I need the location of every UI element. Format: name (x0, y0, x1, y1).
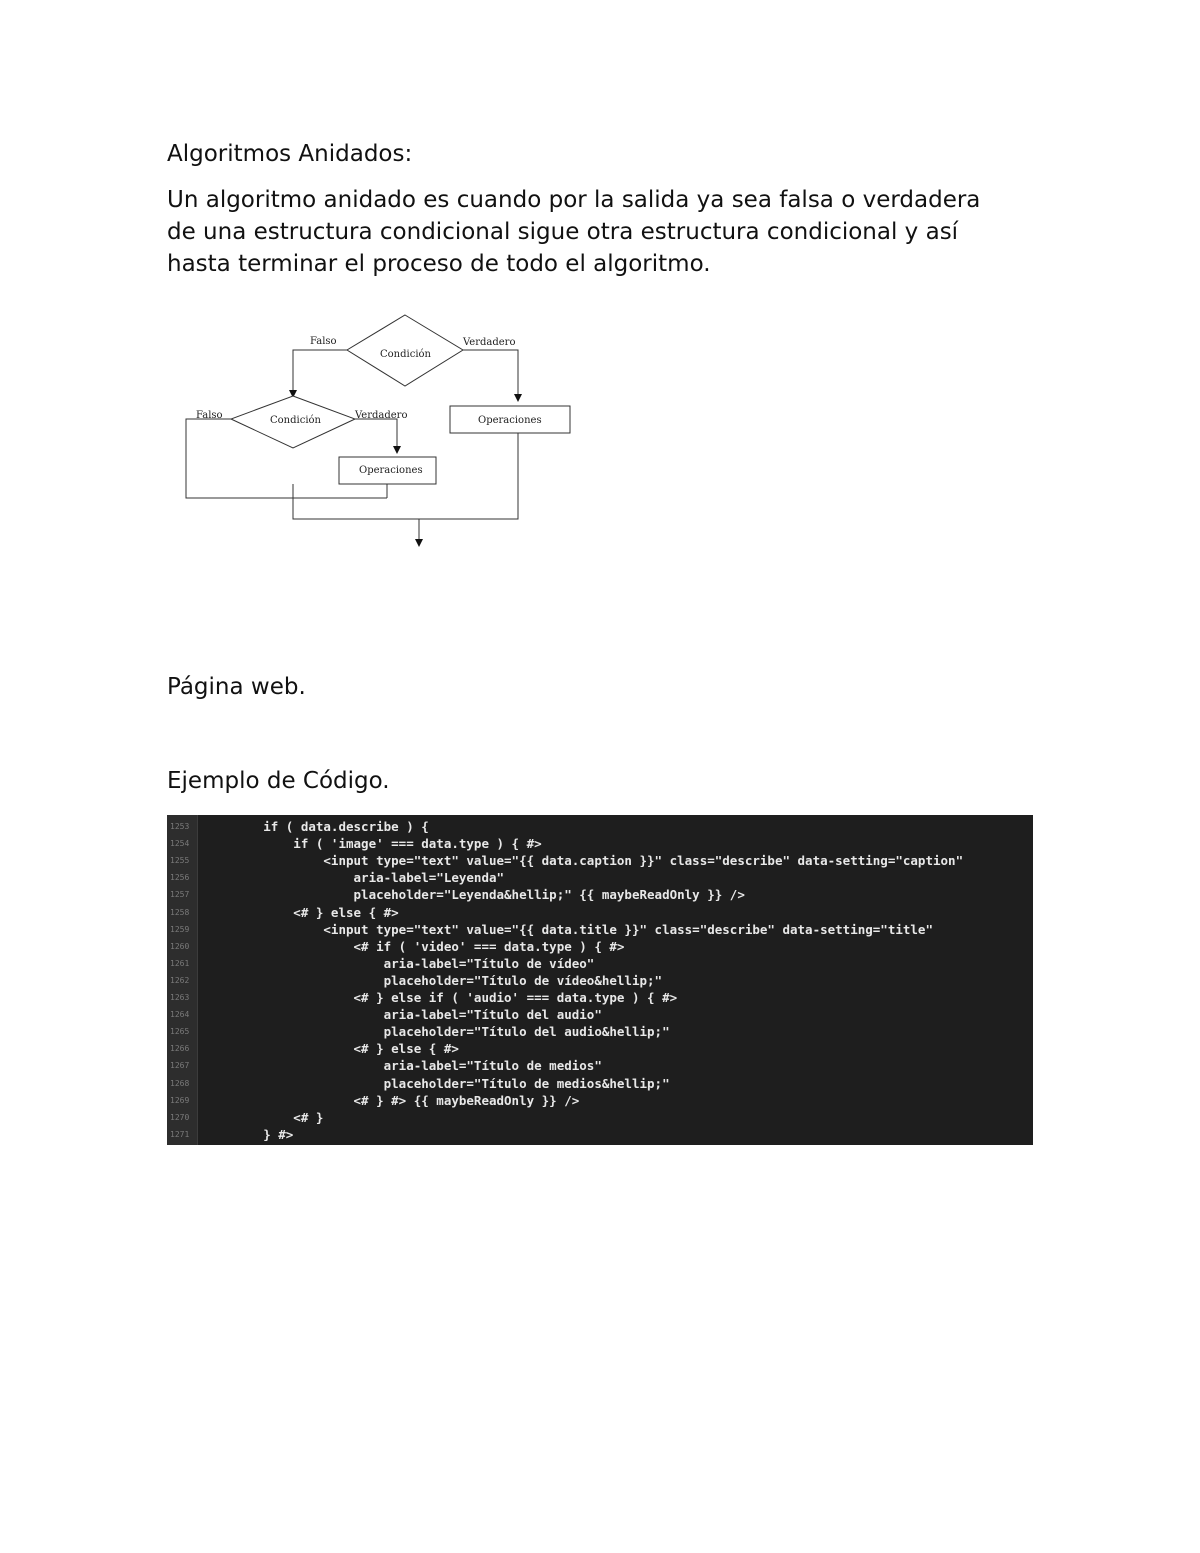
inner-false-label: Falso (196, 410, 223, 421)
code-line (167, 886, 1033, 903)
line-number: 1271 (170, 1129, 190, 1139)
code-text: <# } else if ( 'audio' === data.type ) { #> (203, 990, 678, 1005)
code-text: placeholder="Leyenda&hellip;" {{ maybeReadOnly }} /> (203, 887, 745, 903)
web-page-label: Página web. (167, 674, 306, 700)
paragraph-line: Un algoritmo anidado es cuando por la salida ya sea falsa o verdadera (167, 187, 981, 213)
inner-condition-label: Condición (270, 415, 321, 426)
top-true-label: Verdadero (463, 337, 516, 348)
code-line (167, 921, 1033, 938)
code-text: placeholder="Título de vídeo&hellip;" (203, 972, 663, 988)
top-false-connector (293, 350, 347, 394)
code-line (167, 1075, 1033, 1092)
line-number: 1265 (170, 1027, 190, 1037)
section-title: Algoritmos Anidados: (167, 141, 413, 167)
operations-right-label: Operaciones (478, 415, 542, 426)
code-line (167, 938, 1033, 955)
nested-algorithm-flowchart (175, 308, 585, 553)
code-text: <input type="text" value="{{ data.title }}" class="describe" data-setting="title" (203, 921, 933, 937)
code-line (167, 972, 1033, 989)
line-number: 1266 (170, 1044, 190, 1054)
code-line (167, 989, 1033, 1006)
code-text: placeholder="Título de medios&hellip;" (203, 1075, 670, 1091)
line-number: 1267 (170, 1061, 190, 1071)
code-line (167, 1057, 1033, 1074)
code-example-label: Ejemplo de Código. (167, 768, 390, 794)
top-condition-label: Condición (380, 349, 431, 360)
line-number: 1258 (170, 907, 190, 917)
code-line (167, 818, 1033, 835)
line-number: 1264 (170, 1010, 190, 1020)
top-true-connector (463, 350, 518, 398)
line-number: 1255 (170, 856, 190, 866)
code-line (167, 869, 1033, 886)
code-text: <input type="text" value="{{ data.caption }}" class="describe" data-setting="caption" (203, 853, 964, 869)
code-text: placeholder="Título del audio&hellip;" (203, 1024, 670, 1040)
code-line (167, 1126, 1033, 1143)
code-text: <# } else { #> (203, 904, 399, 920)
code-text: aria-label="Título de medios" (203, 1058, 602, 1074)
code-text: <# } (203, 1109, 324, 1125)
code-line (167, 1109, 1033, 1126)
line-number: 1256 (170, 873, 190, 883)
code-text: } #> (203, 1126, 294, 1142)
inner-true-connector (355, 419, 397, 450)
code-line (167, 904, 1033, 921)
code-text: if ( data.describe ) { (203, 819, 429, 834)
code-screenshot (167, 815, 1033, 1145)
intro-paragraph (167, 184, 1017, 280)
code-line (167, 835, 1033, 852)
line-number: 1257 (170, 890, 190, 900)
code-line (167, 1092, 1033, 1109)
line-number: 1262 (170, 975, 190, 985)
code-line (167, 1040, 1033, 1057)
line-number: 1254 (170, 839, 190, 849)
paragraph-line: hasta terminar el proceso de todo el algoritmo. (167, 251, 711, 277)
line-number: 1270 (170, 1112, 190, 1122)
code-text: <# } else { #> (203, 1041, 459, 1057)
code-text: <# } #> {{ maybeReadOnly }} /> (203, 1092, 580, 1108)
code-line (167, 852, 1033, 869)
top-false-label: Falso (310, 336, 337, 347)
code-line (167, 1006, 1033, 1023)
line-number: 1263 (170, 993, 190, 1002)
code-text: <# if ( 'video' === data.type ) { #> (203, 938, 625, 954)
code-line (167, 955, 1033, 972)
inner-true-label: Verdadero (355, 410, 408, 421)
line-number: 1261 (170, 958, 190, 968)
line-number: 1253 (170, 822, 190, 831)
code-line (167, 1023, 1033, 1040)
line-number: 1268 (170, 1078, 190, 1088)
code-text: aria-label="Título del audio" (203, 1007, 602, 1023)
line-number: 1269 (170, 1095, 190, 1105)
code-text: aria-label="Leyenda" (203, 870, 505, 886)
line-number: 1260 (170, 941, 190, 951)
code-text: if ( 'image' === data.type ) { #> (203, 836, 542, 852)
operations-inner-label: Operaciones (359, 465, 423, 476)
line-number: 1259 (170, 924, 190, 934)
paragraph-line: de una estructura condicional sigue otra estructura condicional y así (167, 219, 959, 245)
code-text: aria-label="Título de vídeo" (203, 955, 595, 971)
